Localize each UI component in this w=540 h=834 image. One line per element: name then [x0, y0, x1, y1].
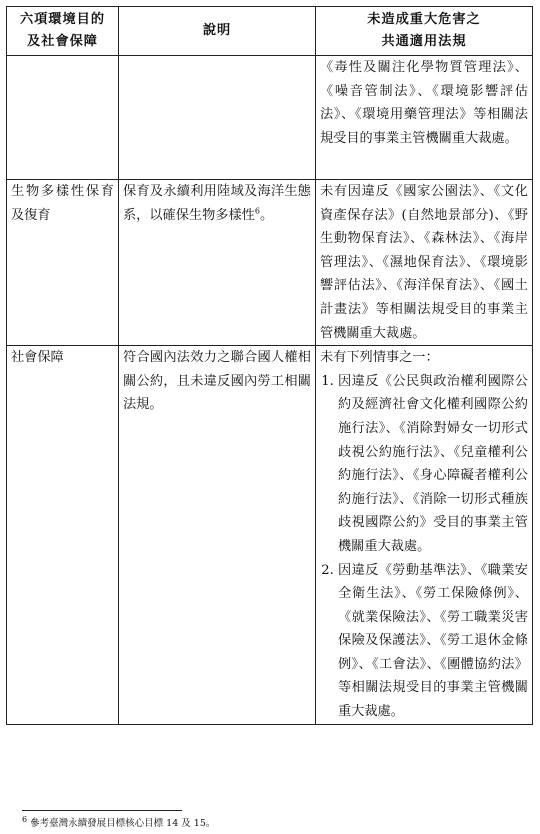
regulation-cell: 《毒性及關注化學物質管理法》、《噪音管制法》、《環境影響評估法》、《環境用藥管理法》等相關法規受目的事業主管機關重大裁處。: [316, 56, 533, 180]
description-end: 。: [259, 207, 274, 223]
header-category-line2: 及社會保障: [27, 34, 98, 49]
regulation-intro: 未有下列情事之一：: [320, 350, 439, 366]
header-regulation-line2: 共通適用法規: [381, 34, 467, 49]
category-cell: 社會保障: [7, 346, 119, 725]
description-cell: [119, 56, 316, 180]
header-row: [7, 7, 533, 56]
list-item: 2. 因違反《勞動基準法》、《職業安全衛生法》、《勞工保險條例》、《就業保險法》、《勞工職業災害保險及保護法》、《勞工退休金條例》、《工會法》、《團體協約法》等相關法規受目的事業主管機關重大裁處。: [338, 559, 528, 724]
list-item: 1. 因違反《公民與政治權利國際公約及經濟社會文化權利國際公約施行法》、《消除對婦女一切形式歧視公約施行法》、《兒童權利公約施行法》、《身心障礙者權利公約施行法》、《消除一切形式種族歧視國際公約》受目的事業主管機關重大裁處。: [338, 370, 528, 559]
regulation-cell: [316, 346, 533, 725]
header-description: 說明: [119, 7, 316, 56]
header-category: [7, 7, 119, 56]
category-cell: 生物多樣性保育及復育: [7, 180, 119, 346]
footnote: [22, 814, 216, 830]
regulation-cell: 未有因違反《國家公園法》、《文化資產保存法》(自然地景部分)、《野生動物保育法》、《森林法》、《海岸管理法》、《濕地保育法》、《環境影響評估法》、《海洋保育法》、《國土計畫法》等相關法規受目的事業主管機關重大裁處。: [316, 180, 533, 346]
footnote-number: 6: [22, 814, 28, 824]
header-regulation-line1: 未造成重大危害之: [367, 12, 481, 27]
environmental-goals-table: [6, 6, 533, 725]
category-cell: [7, 56, 119, 180]
table-row: [7, 346, 533, 725]
table-row: [7, 56, 533, 180]
description-text: 保育及永續利用陸域及海洋生態系，以確保生物多樣性: [123, 184, 311, 223]
footnote-text: 參考臺灣永續發展目標核心目標 14 及 15。: [30, 818, 216, 829]
header-regulation: [316, 7, 533, 56]
table-row: [7, 180, 533, 346]
description-cell: [119, 180, 316, 346]
footnote-ref: 6: [254, 206, 260, 216]
footnote-divider: [22, 810, 182, 811]
regulation-list: [320, 370, 528, 724]
header-category-line1: 六項環境目的: [19, 12, 106, 27]
description-cell: 符合國內法效力之聯合國人權相關公約，且未違反國內勞工相關法規。: [119, 346, 316, 725]
